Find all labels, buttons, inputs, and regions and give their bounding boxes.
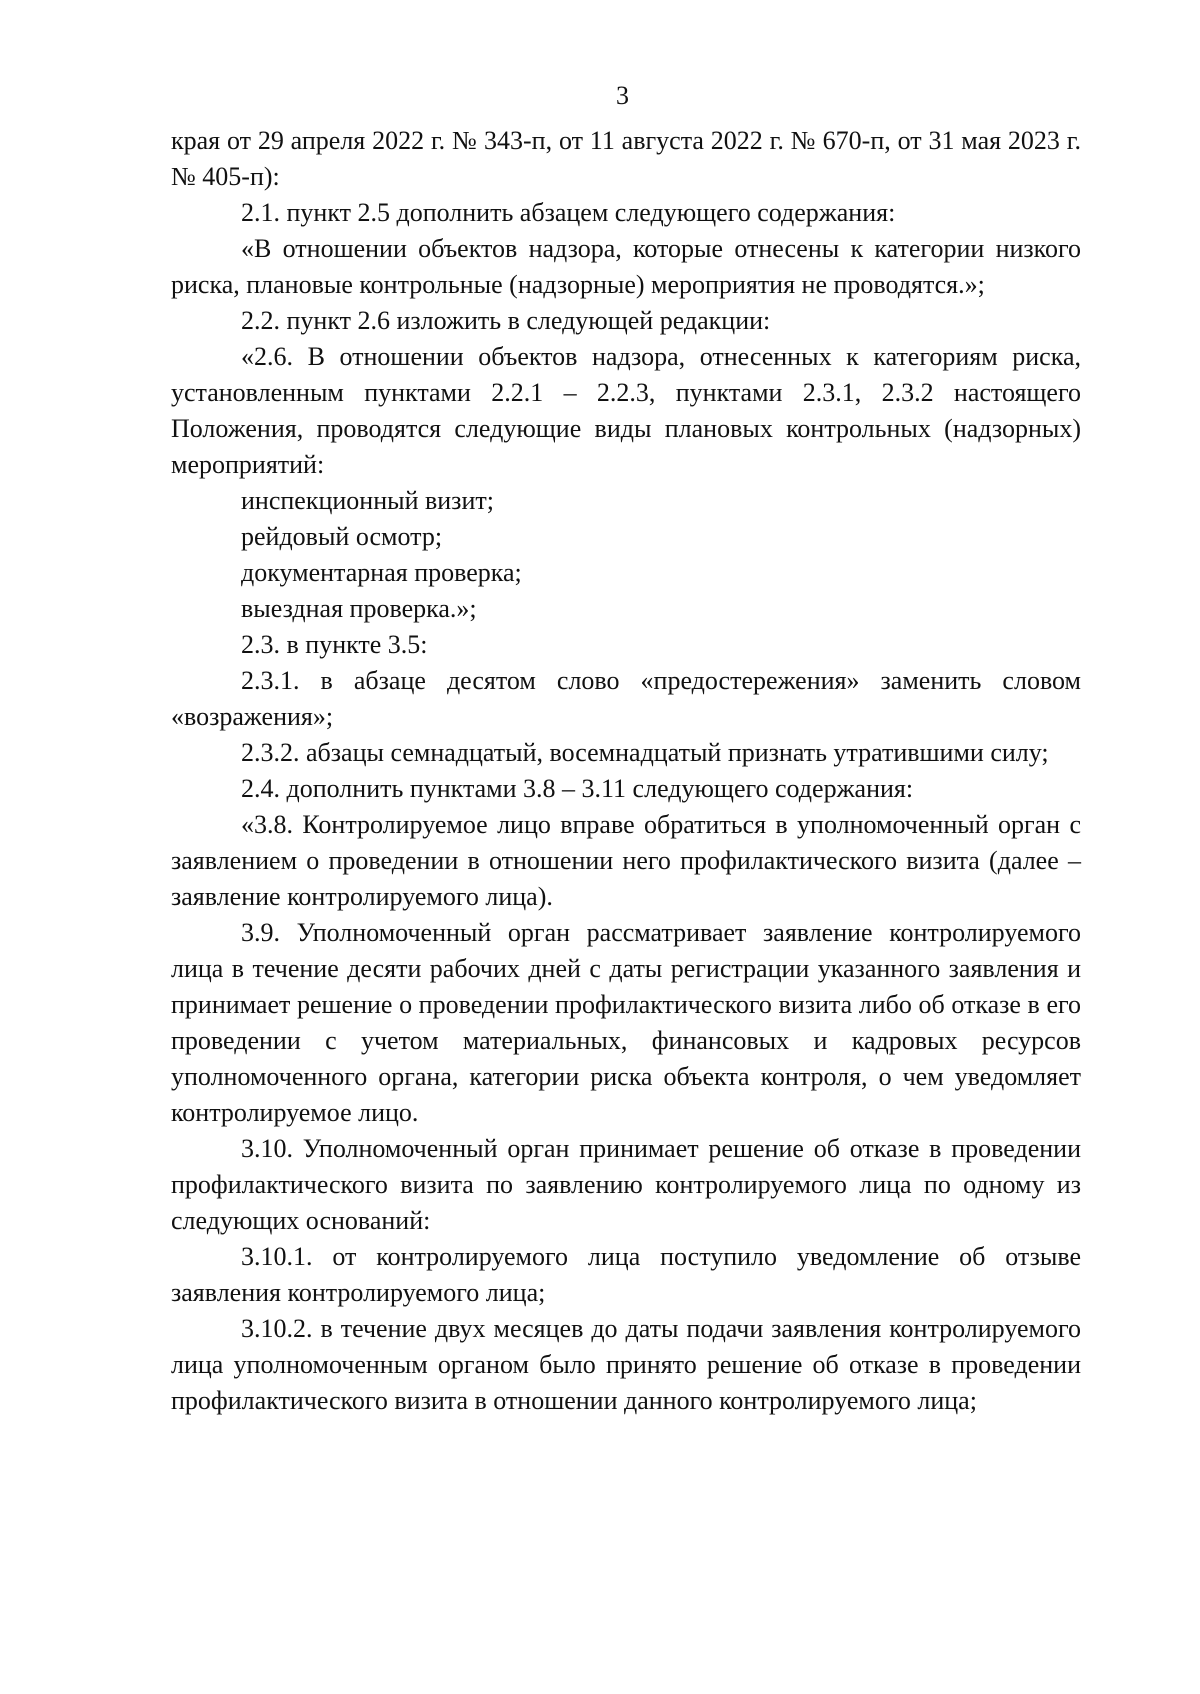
list-item: документарная проверка; bbox=[241, 558, 522, 587]
document-body bbox=[171, 123, 1081, 1419]
paragraph: «3.8. Контролируемое лицо вправе обратиться в уполномоченный орган с заявлением о проведении в отношении него профилактического визита (далее – заявление контролируемого лица). bbox=[171, 810, 1081, 911]
list-item: выездная проверка.»; bbox=[241, 594, 477, 623]
paragraph: 3.10.1. от контролируемого лица поступило уведомление об отзыве заявления контролируемого лица; bbox=[171, 1242, 1081, 1307]
list-item: рейдовый осмотр; bbox=[241, 522, 443, 551]
paragraph: 3.10.2. в течение двух месяцев до даты подачи заявления контролируемого лица уполномоченным органом было принято решение об отказе в проведении профилактического визита в отношении данного контролируемого лица; bbox=[171, 1314, 1081, 1415]
paragraph: края от 29 апреля 2022 г. № 343-п, от 11 августа 2022 г. № 670-п, от 31 мая 2023 г. № 405-п): bbox=[171, 126, 1081, 191]
paragraph: 2.1. пункт 2.5 дополнить абзацем следующего содержания: bbox=[241, 198, 896, 227]
paragraph: «2.6. В отношении объектов надзора, отнесенных к категориям риска, установленным пунктами 2.2.1 – 2.2.3, пунктами 2.3.1, 2.3.2 настоящего Положения, проводятся следующие виды плановых контрольных (надзорных) мероприятий: bbox=[171, 342, 1081, 479]
paragraph: 2.4. дополнить пунктами 3.8 – 3.11 следующего содержания: bbox=[241, 774, 914, 803]
paragraph: 2.3.2. абзацы семнадцатый, восемнадцатый признать утратившими силу; bbox=[241, 738, 1049, 767]
paragraph: 3.9. Уполномоченный орган рассматривает заявление контролируемого лица в течение десяти рабочих дней с даты регистрации указанного заявления и принимает решение о проведении профилактического визита либо об отказе в его проведении с учетом материальных, финансовых и кадровых ресурсов уполномоченного органа, категории риска объекта контроля, о чем уведомляет контролируемое лицо. bbox=[171, 918, 1081, 1127]
page-number: 3 bbox=[616, 81, 629, 110]
paragraph: 2.3.1. в абзаце десятом слово «предостережения» заменить словом «возражения»; bbox=[171, 666, 1081, 731]
paragraph: 2.3. в пункте 3.5: bbox=[241, 630, 428, 659]
list-item: инспекционный визит; bbox=[241, 486, 494, 515]
paragraph: 3.10. Уполномоченный орган принимает решение об отказе в проведении профилактического визита по заявлению контролируемого лица по одному из следующих оснований: bbox=[171, 1134, 1081, 1235]
paragraph: 2.2. пункт 2.6 изложить в следующей редакции: bbox=[241, 306, 771, 335]
paragraph: «В отношении объектов надзора, которые отнесены к категории низкого риска, плановые контрольные (надзорные) мероприятия не проводятся.»; bbox=[171, 234, 1081, 299]
